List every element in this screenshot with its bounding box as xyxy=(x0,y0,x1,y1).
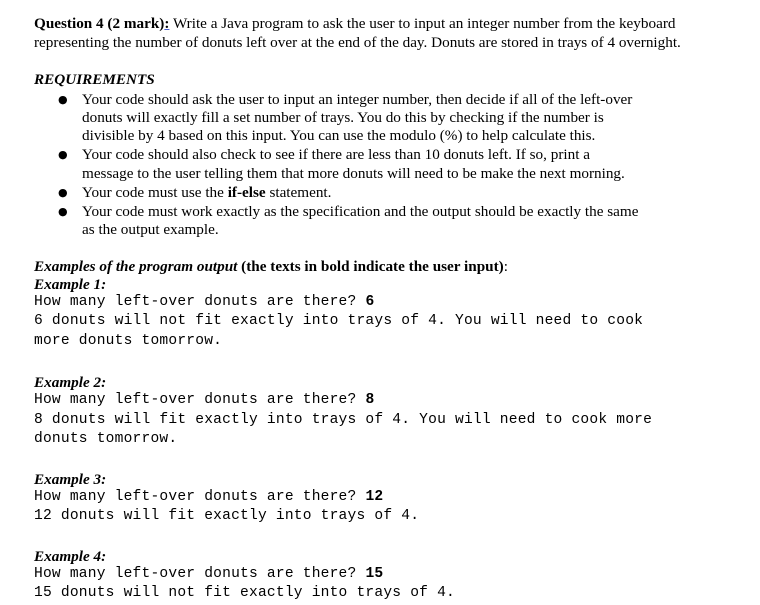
bullet-icon: ● xyxy=(58,148,68,161)
example-1-prompt: How many left-over donuts are there? xyxy=(34,294,366,310)
requirement-3 xyxy=(82,184,331,202)
example-4-label: Example 4: xyxy=(34,548,107,565)
requirement-4-line-2: as the output example. xyxy=(82,221,219,238)
example-3-prompt-line xyxy=(34,489,383,505)
example-2-label: Example 2: xyxy=(34,374,107,391)
question-title: Question 4 (2 mark) xyxy=(34,15,165,32)
example-2-prompt-line xyxy=(34,392,374,408)
examples-intro xyxy=(34,258,508,276)
example-3-label: Example 3: xyxy=(34,471,107,488)
example-1-output-line-1: 6 donuts will not fit exactly into trays of 4. You will need to cook xyxy=(34,313,644,329)
examples-intro-bold: (the texts in bold indicate the user input) xyxy=(237,258,504,275)
example-3-prompt: How many left-over donuts are there? xyxy=(34,489,366,505)
example-1-label: Example 1: xyxy=(34,276,107,293)
requirement-3-text-end: statement. xyxy=(265,184,332,201)
requirements-heading: REQUIREMENTS xyxy=(34,71,155,88)
example-2-output-line-2: donuts tomorrow. xyxy=(34,431,178,447)
examples-intro-colon: : xyxy=(503,258,508,275)
requirement-4-line-1: Your code must work exactly as the specification and the output should be exactly the same xyxy=(82,203,639,220)
example-2-input: 8 xyxy=(365,392,375,408)
example-4-input: 15 xyxy=(365,566,384,582)
requirement-3-keyword: if-else xyxy=(227,184,266,201)
requirement-2-line-2: message to the user telling them that more donuts will need to be make the next morning. xyxy=(82,165,625,182)
example-2-prompt: How many left-over donuts are there? xyxy=(34,392,366,408)
example-3-input: 12 xyxy=(365,489,384,505)
question-line-1 xyxy=(34,15,675,33)
question-colon: : xyxy=(164,15,170,32)
example-4-prompt: How many left-over donuts are there? xyxy=(34,566,366,582)
bullet-icon: ● xyxy=(58,186,68,199)
requirement-1-line-3: divisible by 4 based on this input. You can use the modulo (%) to help calculate this. xyxy=(82,127,596,144)
example-3-output-line-1: 12 donuts will fit exactly into trays of 4. xyxy=(34,508,420,524)
bullet-icon: ● xyxy=(58,93,68,106)
example-2-output-line-1: 8 donuts will fit exactly into trays of 4. You will need to cook more xyxy=(34,412,653,428)
question-line-2: representing the number of donuts left over at the end of the day. Donuts are stored in trays of 4 overnight. xyxy=(34,34,681,51)
question-text-1: Write a Java program to ask the user to input an integer number from the keyboard xyxy=(169,15,676,32)
requirement-1-line-1: Your code should ask the user to input an integer number, then decide if all of the left-over xyxy=(82,91,633,108)
example-4-prompt-line xyxy=(34,566,383,582)
example-1-prompt-line xyxy=(34,294,374,310)
example-1-output-line-2: more donuts tomorrow. xyxy=(34,333,223,349)
requirement-3-text: Your code must use the xyxy=(82,184,228,201)
example-4-output-line-1: 15 donuts will not fit exactly into trays of 4. xyxy=(34,585,456,601)
examples-intro-italic: Examples of the program output xyxy=(34,258,238,275)
requirement-1-line-2: donuts will exactly fill a set number of trays. You do this by checking if the number is xyxy=(82,109,604,126)
requirement-2-line-1: Your code should also check to see if there are less than 10 donuts left. If so, print a xyxy=(82,146,590,163)
example-1-input: 6 xyxy=(365,294,375,310)
bullet-icon: ● xyxy=(58,205,68,218)
